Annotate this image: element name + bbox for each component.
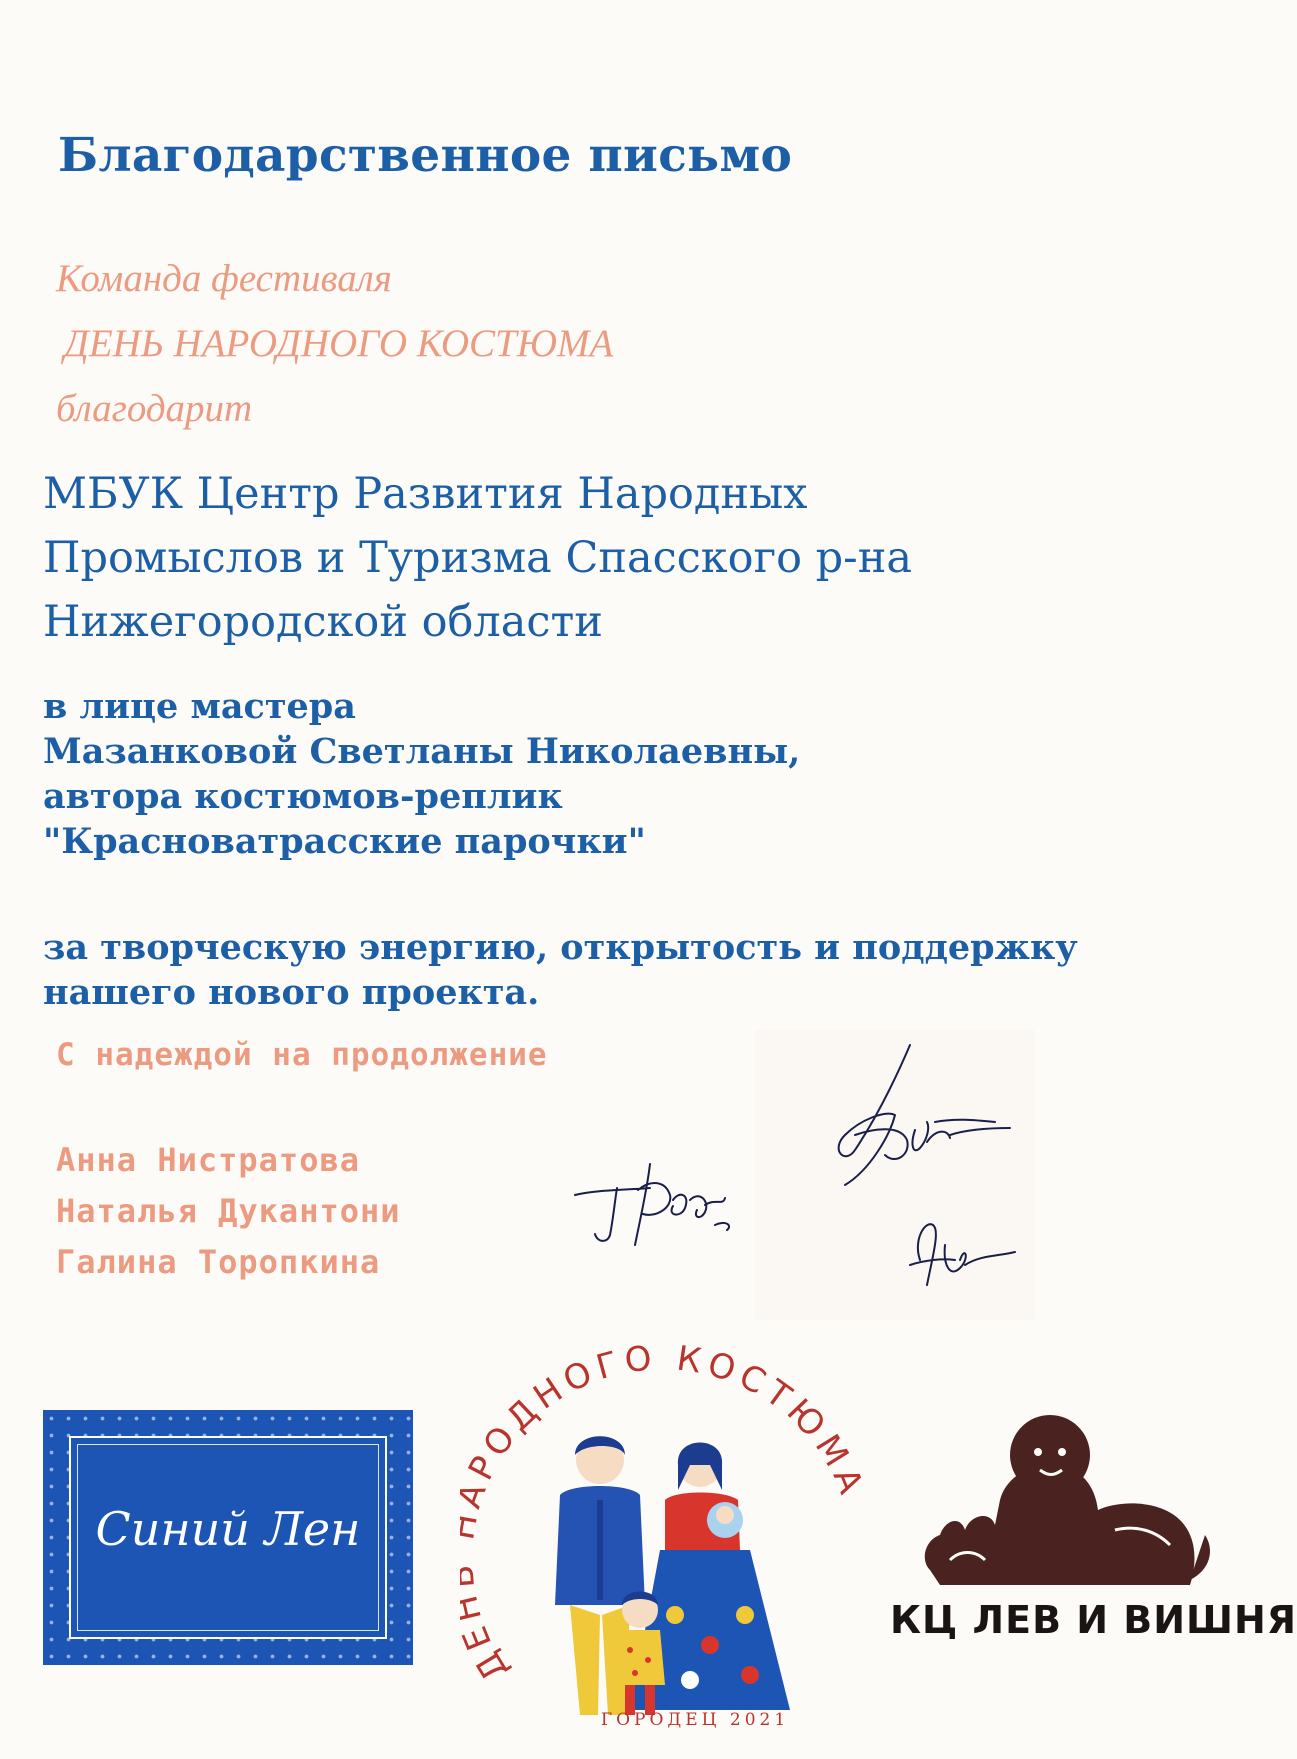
lev-i-vishnya-logo: [890, 1420, 1297, 1650]
lion-icon: [890, 1420, 1220, 1600]
signature-stroke: [910, 1224, 1015, 1285]
person-line: автора костюмов-реплик: [43, 776, 563, 817]
signatures-image: [555, 1030, 1055, 1310]
thanks-line: за творческую энергию, открытость и поддержку: [43, 927, 1078, 968]
page-title: Благодарственное письмо: [58, 128, 793, 183]
thanks-block: [43, 925, 1078, 1015]
festival-year-text: ГОРОДЕЦ 2021: [600, 1710, 790, 1730]
siniy-len-logo: [43, 1410, 413, 1665]
signature-stroke: [839, 1045, 1010, 1185]
festival-arc-text: Д РОДНОГО КОСТЮМА: [460, 1337, 873, 1688]
organization-line: Промыслов и Туризма Спасского р-на: [43, 533, 913, 583]
intro-line-festival: ДЕНЬ НАРОДНОГО КОСТЮМА: [64, 322, 614, 365]
signature-stroke: [575, 1164, 729, 1245]
festival-logo: [460, 1315, 930, 1755]
person-block: [43, 684, 800, 864]
closing-text: С надеждой на продолжение: [56, 1037, 548, 1073]
person-name: Мазанковой Светланы Николаевны,: [43, 731, 801, 772]
intro-line-team: Команда фестиваля: [56, 257, 392, 300]
organization-block: [43, 462, 912, 654]
costume-title: "Красноватрасские парочки": [43, 821, 646, 862]
thanks-line: нашего нового проекта.: [43, 972, 540, 1013]
signer-name: Анна Нистратова: [56, 1141, 360, 1179]
organization-line: МБУК Центр Развития Народных: [43, 469, 808, 519]
organization-line: Нижегородской области: [43, 597, 603, 647]
intro-block: [56, 246, 613, 441]
festival-illustration: [460, 1315, 930, 1755]
lion-logo-text: КЦ ЛЕВ И ВИШНЯ: [890, 1598, 1297, 1642]
signer-name: Наталья Дукантони: [56, 1192, 401, 1230]
signers-list: [56, 1135, 401, 1288]
intro-line-thanks: благодарит: [56, 387, 253, 430]
siniy-len-frame: [69, 1436, 387, 1639]
signer-name: Галина Торопкина: [56, 1243, 381, 1281]
siniy-len-text: Синий Лен: [95, 1502, 361, 1556]
person-line: в лице мастера: [43, 686, 356, 727]
